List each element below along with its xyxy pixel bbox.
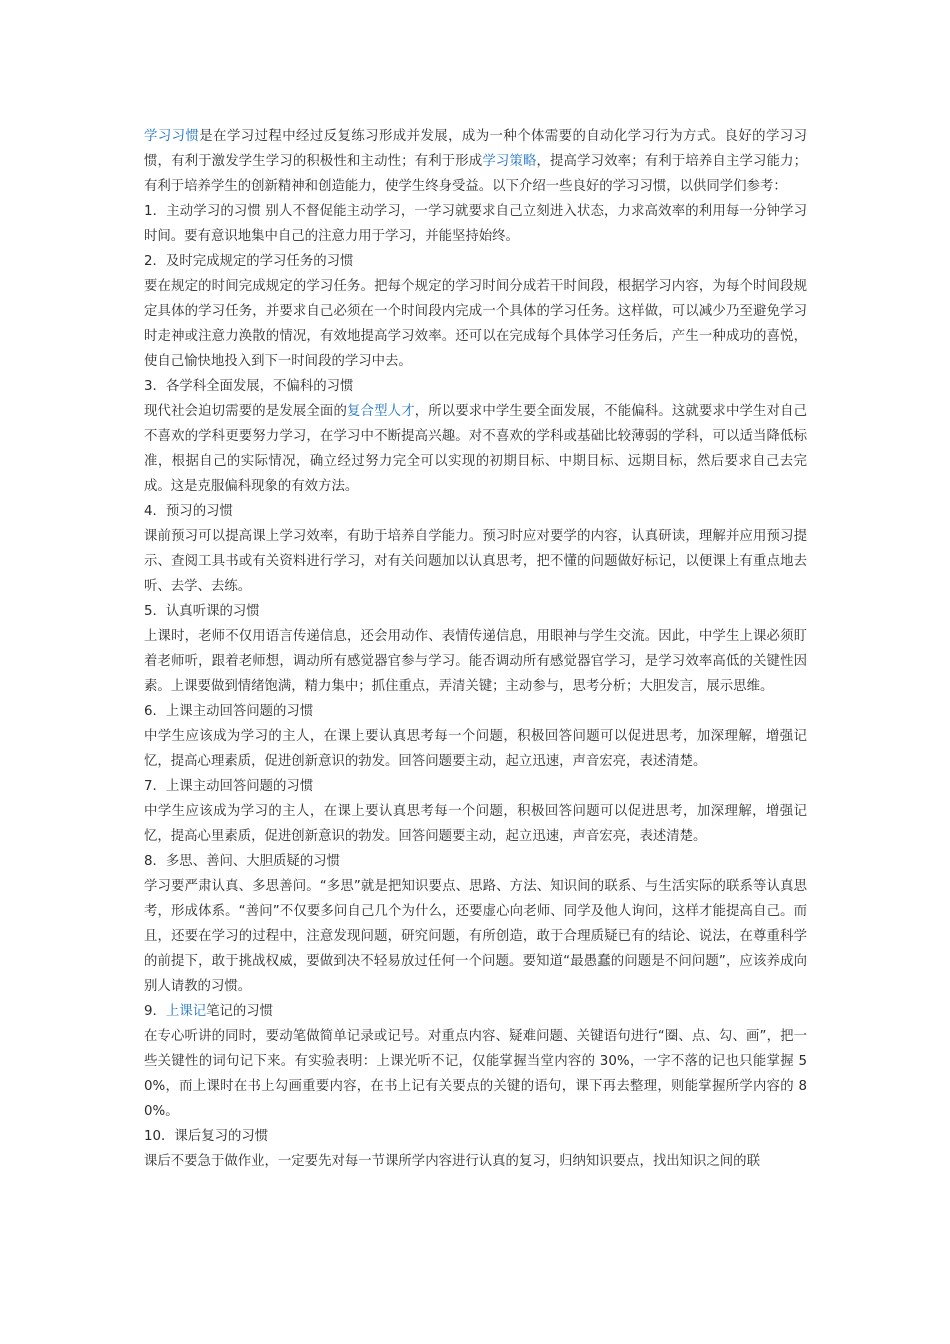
section-3-text-1: 现代社会迫切需要的是发展全面的 (144, 404, 348, 419)
section-6-body: 中学生应该成为学习的主人，在课上要认真思考每一个问题，积极回答问题可以促进思考，加深理解，增强记忆，提高心理素质，促进创新意识的勃发。回答问题要主动，起立迅速，声音宏亮，表述清楚。 (144, 729, 807, 769)
section-7-heading: 7．上课主动回答问题的习惯 (144, 779, 314, 794)
section-10-body: 课后不要急于做作业，一定要先对每一节课所学内容进行认真的复习，归纳知识要点，找出知识之间的联 (144, 1154, 760, 1169)
link-class-notes[interactable]: 上课记 (165, 1004, 207, 1019)
intro-text-1: 是在学习过程中经过反复练习形成并发展，成为一种个体需要的自动化学习行为方式。良好的学习习惯，有利于激发学生学习的积极性和主动性；有利于形成 (144, 129, 808, 169)
document-page (144, 124, 807, 1174)
section-6-heading: 6．上课主动回答问题的习惯 (144, 704, 314, 719)
section-5-body: 上课时，老师不仅用语言传递信息，还会用动作、表情传递信息，用眼神与学生交流。因此，中学生上课必须盯着老师听，跟着老师想，调动所有感觉器官参与学习。能否调动所有感觉器官学习，是学习效率高低的关键性因素。上课要做到情绪饱满，精力集中；抓住重点，弄清关键；主动参与，思考分析；大胆发言，展示思维。 (144, 629, 807, 694)
section-2-body: 要在规定的时间完成规定的学习任务。把每个规定的学习时间分成若干时间段，根据学习内容，为每个时间段规定具体的学习任务，并要求自己必须在一个时间段内完成一个具体的学习任务。这样做，可以减少乃至避免学习时走神或注意力涣散的情况，有效地提高学习效率。还可以在完成每个具体学习任务后，产生一种成功的喜悦，使自己愉快地投入到下一时间段的学习中去。 (144, 279, 807, 369)
section-9-heading (144, 999, 807, 1024)
link-study-habits[interactable]: 学习习惯 (144, 129, 200, 144)
section-9-heading-suffix: 笔记的习惯 (206, 1004, 274, 1019)
section-1-text: 1．主动学习的习惯 别人不督促能主动学习，一学习就要求自己立刻进入状态，力求高效率的利用每一分钟学习时间。要有意识地集中自己的注意力用于学习，并能坚持始终。 (144, 204, 807, 244)
section-8-body: 学习要严肃认真、多思善问。“多思”就是把知识要点、思路、方法、知识间的联系、与生活实际的联系等认真思考，形成体系。“善问”不仅要多问自己几个为什么，还要虚心向老师、同学及他人询问，这样才能提高自己。而且，还要在学习的过程中，注意发现问题，研究问题，有所创造，敢于合理质疑已有的结论、说法，在尊重科学的前提下，敢于挑战权威，要做到决不轻易放过任何一个问题。要知道“最愚蠢的问题是不问问题”，应该养成向别人请教的习惯。 (144, 879, 807, 994)
section-4-body: 课前预习可以提高课上学习效率，有助于培养自学能力。预习时应对要学的内容，认真研读，理解并应用预习提示、查阅工具书或有关资料进行学习，对有关问题加以认真思考，把不懂的问题做好标记，以便课上有重点地去听、去学、去练。 (144, 529, 807, 594)
section-7-body: 中学生应该成为学习的主人，在课上要认真思考每一个问题，积极回答问题可以促进思考，加深理解，增强记忆，提高心里素质，促进创新意识的勃发。回答问题要主动，起立迅速，声音宏亮，表述清楚。 (144, 804, 807, 844)
link-compound-talent[interactable]: 复合型人才 (347, 404, 415, 419)
intro-text-2: ，提高学习效率；有利于培养自主学习能力；有利于培养学生的创新精神和创造能力，使学生终身受益。以下介绍一些良好的学习习惯，以供同学们参考： (144, 154, 808, 194)
section-8-heading: 8．多思、善问、大胆质疑的习惯 (144, 854, 340, 869)
section-2-heading: 2．及时完成规定的学习任务的习惯 (144, 254, 354, 269)
section-4-heading: 4．预习的习惯 (144, 504, 233, 519)
section-9-heading-prefix: 9． (144, 1004, 166, 1019)
section-3-body (144, 399, 807, 499)
section-10-heading: 10．课后复习的习惯 (144, 1129, 269, 1144)
section-3-text-2: ，所以要求中学生要全面发展，不能偏科。这就要求中学生对自己不喜欢的学科更要努力学习，在学习中不断提高兴趣。对不喜欢的学科或基础比较薄弱的学科，可以适当降低标准，根据自己的实际情况，确立经过努力完全可以实现的初期目标、中期目标、远期目标，然后要求自己去完成。这是克服偏科现象的有效方法。 (144, 404, 808, 494)
section-5-heading: 5．认真听课的习惯 (144, 604, 260, 619)
section-9-body: 在专心听讲的同时，要动笔做简单记录或记号。对重点内容、疑难问题、关键语句进行“圈、点、勾、画”，把一些关键性的词句记下来。有实验表明：上课光听不记，仅能掌握当堂内容的 30%，一字不落的记也只能掌握 50%，而上课时在书上勾画重要内容，在书上记有关要点的关键的语句，课下再去整理，则能掌握所学内容的 80%。 (144, 1029, 807, 1119)
intro-paragraph (144, 124, 807, 199)
link-study-strategy[interactable]: 学习策略 (482, 154, 537, 169)
section-3-heading: 3．各学科全面发展，不偏科的习惯 (144, 379, 354, 394)
